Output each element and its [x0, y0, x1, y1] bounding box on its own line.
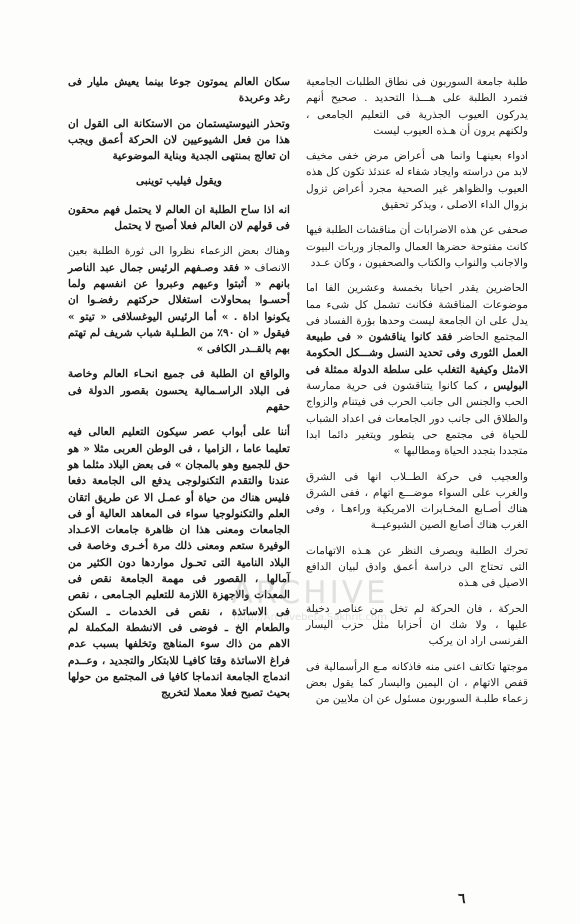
paragraph: ادواء بعينهـا وانما هى أعراض مرض خفى مخيف لابد من دراسته وايجاد شفاء له عندئذ تكون كل هذه العيوب والظواهر غير الصحية مجرد أعراض تزول بزوال الداء الاصلى ، ويذكر تحقيق [306, 150, 528, 212]
quoted-text-bold: فقد كانوا يناقشون « فى طبيعة العمل الثورى وفى تحديد النسل وشـــكل الحكومة الامثل وكيفية التغلب على سلطة الدولة ممثلة فى البوليس ، [306, 331, 528, 393]
paragraph: تحرك الطلبة ويصرف النظر عن هـذه الاتهامات التى تحتاج الى دراسة أعمق وادق لبيان الدافع الاصيل فى هـذه [306, 544, 528, 590]
paragraph: صحفى عن هذه الاضرابات أن مناقشات الطلبة فيها كانت مفتوحة حضرها العمال والمجاز وربات البيوت والاجانب والنواب والكتاب والصحفيون ، وكان عـدد [306, 224, 528, 269]
paragraph: انه اذا ساح الطلبة ان العالم لا يحتمل فهم محقون فى قولهم لان العالم فعلا أصبح لا يحتمل [68, 203, 290, 233]
paragraph-text: وهناك بعض الزعماء نظروا الى ثورة الطلبة بعين الانصاف [68, 245, 290, 274]
paragraph-text: الحاضرين يقدر احيانا بخمسة وعشرين الفا اما موضوعات المناقشة فكانت تشمل كل شىء مما يدل على ان الجامعة ليست وحدها بؤرة الفساد فى المجتمع الحاضر [306, 282, 528, 344]
archive-watermark-url: http://Archivebeta.Sakhrit.com [233, 612, 387, 623]
paragraph-text: كما كانوا يتناقشون فى حرية ممارسة الحب والجنس الى جانب الحرب فى فيتنام والزواج والطلاق الى جانب دور الجامعات فى اعداد الشباب للحياة فى مجتمع حى يتطور ويتغير دائما ابدا متجددا بتجدد الحياة ومطالبها » [306, 380, 528, 458]
paragraph: موجتها تكاتف اعنى منه فاذكانه مـع الرأسمالية فى قفص الاتهام ، ان اليمين واليسار كما يقول بعض زعماء طلبـة السوربون مسئول عن ان ملايين من [306, 660, 528, 706]
paragraph-text: أما الرئيس اليوغسلافى « تيتو » فيقول « ان ٩٠٪ من الطـلبة شباب شريف لم تهتم بهم بالقــدر الكافى » [68, 310, 290, 356]
paragraph: سكان العالم يموتون جوعا بينما يعيش مليار فى رغد وعربدة [68, 76, 290, 105]
archive-watermark: ARCHIVE [231, 575, 389, 611]
paragraph: والعجيب فى حركة الطــلاب انها فى الشرق والغرب على السواء موضـــع اتهام ، ففى الشرق هناك أصـابع المخـابرات الامريكية وراءهـا ، وفى الغرب هناك أصابع الصين الشيوعيــة [306, 470, 528, 532]
paragraph: طلبة جامعة السوربون فى نطاق الطلبات الجامعية فتمرد الطلبة على هـــذا التحديد . صحيح أنهم يدركون العيوب الجذرية فى التعليم الجامعى ، ولكنهم يرون أن هـذه العيوب ليست [306, 76, 528, 137]
paragraph: وتحذر النيوستيستمان من الاستكانة الى القول ان هذا من فعل الشيوعيين لان الحركة أعمق ويجب ان تعالج بمنتهى الجدية وبناية الموضوعية [68, 117, 290, 163]
paragraph: والواقع ان الطلبة فى جميع انحـاء العالم وخاصة فى البلاد الراسـمالية يحسون بقصور الدولة فى حقهم [68, 368, 290, 414]
byline: ويقول فيليب توينبى [136, 175, 222, 188]
quoted-text-bold: « فقد وصـفهم الرئيس جمال عبد الناصر بانهم « أثبتوا وعيهم وعبروا عن انفسهم ولما أحسـوا بمحاولات استغلال حركتهم رفضـوا ان يكونوا اداة . » [68, 261, 290, 323]
paragraph [306, 280, 528, 459]
paragraph: أننا على أبواب عصر سيكون التعليم العالى فيه تعليما عاما ، الزاميا ، فى الوطن العربى مثلا « هو حق للجميع وهو بالمجان » فى بعض البلاد مثلما هو عندنا والتقدم التكنولوجى يدفع الى الجامعة دفعا فليس هناك من حياة أو عمـل الا عن طريق اتقان العلم والتكنولوجيا سواء فى المعاهد العالية أو فى الجامعات ومعنى هذا ان ظاهرة جامعات الاعـداد الوفيرة ستعم ومعنى ذلك مرة أخـرى وخاصة فى البلاد النامية التى تحـول مواردها دون الكثير من آمالها ، القصور فى مهمة الجامعة نقص فى المعدات والاجهزة اللازمة للتعليم الجـامعى ، نقص فى الاساتذة ، نقص فى الخدمات ـ السكن والطعام الخ ـ فوضى فى الانشطة المكملة لم الاهم من ذاك سوء المناهج وتخلفها بسبب عدم فراغ الاساتذة وقتا كافيـا للابتكار والتجديد ، وعــدم اندماج الجامعة اندماجا كافيا فى المجتمع من حولها بحيث تصبح فعلا معملا لتخريج [68, 426, 290, 700]
paragraph [68, 243, 290, 357]
paragraph: الحركة ، فان الحركة لم تخل من عناصر دخيلة عليها ، ولا شك ان أحزابا مثل حزب اليسار الفرنسى اراد ان يركب [306, 602, 528, 648]
page-number: ٦ [458, 891, 466, 907]
